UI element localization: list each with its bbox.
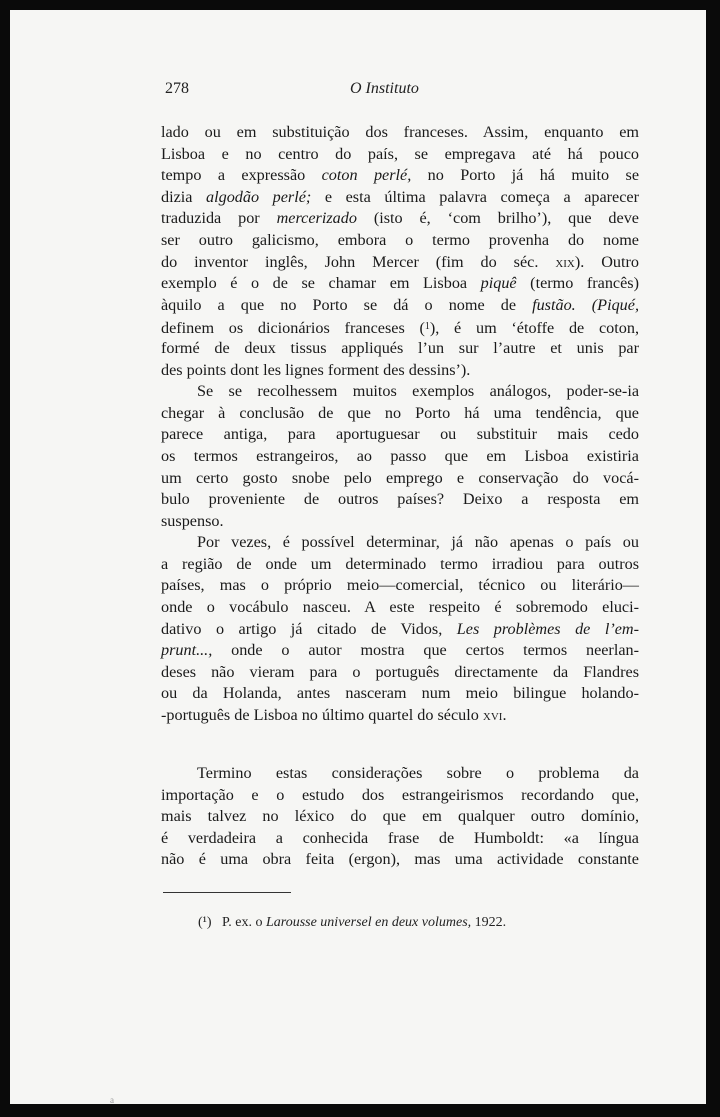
text-run: Termino estas considerações sobre o problema da	[197, 764, 639, 782]
text-run: importação e o estudo dos estrangeirismos recordando que,	[161, 785, 639, 804]
text-run: ser outro galicismo, embora o termo provenha do nome	[161, 230, 639, 249]
small-caps-run: xvi	[482, 706, 503, 725]
text-run: Lisboa e no centro do país, se empregava até há pouco	[161, 144, 639, 163]
text-run: os termos estrangeiros, ao passo que em Lisboa existiria	[161, 446, 639, 465]
text-line	[161, 640, 639, 662]
small-caps-run: xix	[555, 252, 575, 271]
text-line	[161, 424, 639, 446]
text-run: definem os dicionários franceses (	[161, 319, 425, 338]
text-run: (isto é, ‘com brilho’), que deve	[356, 209, 639, 228]
paragraph	[161, 763, 639, 871]
text-run: Se se recolhessem muitos exemplos análogos, poder-se-ia	[197, 382, 639, 401]
text-run: é verdadeira a conhecida frase de Humboldt: «a língua	[161, 828, 639, 847]
text-run: traduzida por	[161, 209, 277, 228]
text-line	[161, 122, 639, 144]
text-line	[161, 597, 639, 619]
text-run: bulo proveniente de outros países? Deixo a resposta em	[161, 490, 639, 509]
text-run: países, mas o próprio meio—comercial, técnico ou literário—	[161, 576, 639, 595]
text-line	[161, 806, 639, 828]
page-number: 278	[165, 80, 189, 97]
text-run: (termo francês)	[516, 274, 639, 293]
paragraph	[161, 381, 639, 532]
text-line	[161, 468, 639, 490]
text-run: suspenso.	[161, 511, 224, 530]
text-run: formé de deux tissus appliqués l’un sur l’autre et unis par	[161, 338, 639, 357]
text-run: e esta última palavra começa a aparecer	[311, 187, 639, 206]
text-line	[161, 763, 639, 785]
footnote-title: Larousse universel en deux volumes,	[265, 915, 472, 930]
italic-run: coton perlé,	[321, 166, 412, 185]
footnote	[198, 915, 506, 931]
text-line	[161, 705, 639, 727]
footnote-rule	[163, 892, 291, 893]
text-run: a região de onde um determinado termo irradiou para outros	[161, 554, 639, 573]
text-line	[161, 619, 639, 641]
italic-run: piquê	[480, 274, 517, 293]
italic-run: algodão perlé;	[206, 187, 312, 206]
text-run: exemplo é o de se chamar em Lisboa	[161, 274, 481, 293]
text-line	[161, 532, 639, 554]
text-run: onde o vocábulo nasceu. A este respeito é sobremodo eluci-	[161, 598, 639, 617]
text-run: parece antiga, para aportuguesar ou substituir mais cedo	[161, 425, 639, 444]
text-run: do inventor inglês, John Mercer (fim do séc.	[161, 252, 556, 271]
text-line	[161, 662, 639, 684]
text-run: lado ou em substituição dos franceses. Assim, enquanto em	[161, 123, 639, 141]
text-run: um certo gosto snobe pelo emprego e conservação do vocá-	[161, 468, 639, 487]
text-run: mais talvez no léxico do que em qualquer outro domínio,	[161, 807, 639, 826]
text-line	[161, 554, 639, 576]
footnote-marker: (¹)	[198, 915, 212, 930]
text-run: não é uma obra feita (ergon), mas uma actividade constante	[161, 850, 639, 869]
footnote-prefix: P. ex. o	[222, 915, 266, 930]
text-run: chegar à conclusão de que no Porto há uma tendência, que	[161, 403, 639, 422]
text-run: Por vezes, é possível determinar, já não apenas o país ou	[197, 533, 639, 552]
text-line	[161, 338, 639, 360]
text-run: -português de Lisboa no último quartel do século	[161, 706, 483, 725]
text-line	[161, 273, 639, 295]
text-run: ), é um ‘étoffe de coton,	[429, 319, 639, 338]
text-line	[161, 849, 639, 871]
running-title: O Instituto	[350, 80, 419, 97]
text-line	[161, 144, 639, 166]
text-line	[161, 252, 639, 274]
text-run: des points dont les lignes forment des dessins’).	[161, 360, 471, 379]
text-line	[161, 828, 639, 850]
italic-run: mercerizado	[276, 209, 357, 228]
text-line	[161, 446, 639, 468]
text-line	[161, 165, 639, 187]
text-run: dativo o artigo já citado de Vidos,	[161, 619, 457, 638]
text-line	[161, 683, 639, 705]
italic-run: (Piqué,	[591, 295, 639, 314]
paragraph	[161, 532, 639, 726]
text-run: tempo a expressão	[161, 166, 322, 185]
margin-mark: a	[110, 1095, 114, 1105]
text-line	[161, 575, 639, 597]
text-line	[161, 381, 639, 403]
text-run: deses não vieram para o português directamente da Flandres	[161, 662, 639, 681]
text-run: onde o autor mostra que certos termos neerlan-	[212, 641, 639, 660]
text-line	[161, 785, 639, 807]
italic-run: prunt...,	[161, 641, 213, 660]
italic-run: fustão.	[532, 295, 576, 314]
book-page	[10, 10, 706, 1104]
text-run	[576, 296, 592, 314]
text-line	[161, 316, 639, 338]
text-run: àquilo a que no Porto se dá o nome de	[161, 295, 533, 314]
text-line	[161, 230, 639, 252]
text-line	[161, 295, 639, 317]
text-line	[161, 187, 639, 209]
text-line	[161, 360, 639, 382]
paragraph	[161, 122, 639, 381]
text-run: dizia	[161, 187, 207, 206]
body-text-bottom	[161, 763, 639, 871]
text-run: no Porto já há muito se	[411, 166, 639, 185]
text-run: .	[502, 706, 507, 725]
text-line	[161, 511, 639, 533]
text-line	[161, 208, 639, 230]
body-text-top	[161, 122, 639, 727]
footnote-year: 1922.	[471, 915, 507, 930]
footnote-reference: 1	[424, 321, 430, 333]
text-line	[161, 403, 639, 425]
text-run: ). Outro	[574, 252, 639, 271]
italic-run: Les problèmes de l’em-	[456, 619, 639, 638]
text-run: ou da Holanda, antes nasceram num meio bilingue holando-	[161, 684, 639, 703]
text-line	[161, 489, 639, 511]
